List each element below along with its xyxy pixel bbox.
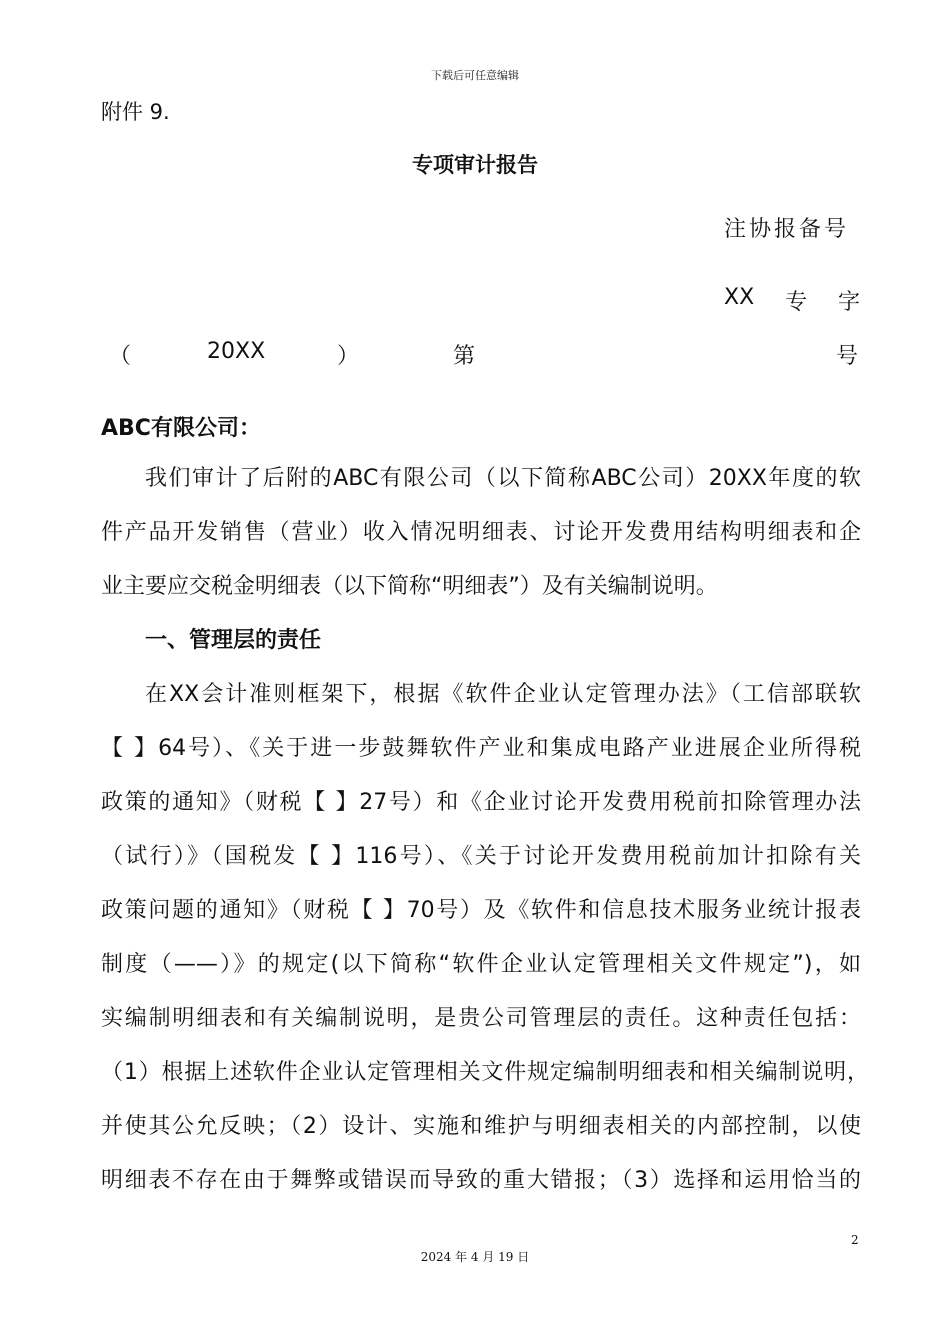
paragraph-line: 我们审计了后附的ABC有限公司（以下简称ABC公司）20XX年度的软 xyxy=(145,466,861,491)
section-heading: 一、管理层的责任 xyxy=(145,628,322,653)
paragraph-line: 明细表不存在由于舞弊或错误而导致的重大错报；（3）选择和运用恰当的 xyxy=(101,1168,861,1193)
doc-number-year: 20XX xyxy=(207,339,266,364)
doc-number-open-paren: （ xyxy=(109,344,132,369)
paragraph-line: （1）根据上述软件企业认定管理相关文件规定编制明细表和相关编制说明， xyxy=(101,1060,869,1085)
doc-number-close-paren: ） xyxy=(337,344,360,369)
doc-number-prefix-2: 专 xyxy=(785,290,808,315)
addressee: ABC有限公司： xyxy=(101,416,261,441)
page-number: 2 xyxy=(851,1233,859,1247)
doc-number-di: 第 xyxy=(453,344,476,369)
paragraph-line: 【 】64号）、《关于进一步鼓舞软件产业和集成电路产业进展企业所得税 xyxy=(101,736,861,761)
page-header: 下载后可任意编辑 xyxy=(431,69,519,82)
paragraph-line: 政策问题的通知》（财税【 】70号）及《软件和信息技术服务业统计报表 xyxy=(101,898,861,923)
paragraph-line: 并使其公允反映；（2）设计、实施和维护与明细表相关的内部控制，以使 xyxy=(101,1114,861,1139)
paragraph-line: 实编制明细表和有关编制说明，是贵公司管理层的责任。这种责任包括： xyxy=(101,1006,861,1031)
paragraph-line: 件产品开发销售（营业）收入情况明细表、讨论开发费用结构明细表和企 xyxy=(101,520,861,545)
paragraph-line: （试行）》（国税发【 】116号）、《关于讨论开发费用税前加计扣除有关 xyxy=(101,844,861,869)
paragraph-line: 业主要应交税金明细表（以下简称“明细表”）及有关编制说明。 xyxy=(101,574,718,599)
paragraph-line: 制度（——）》的规定(以下简称“软件企业认定管理相关文件规定”)，如 xyxy=(101,952,861,977)
registration-number-label: 注协报备号 xyxy=(724,217,850,242)
paragraph-line: 在XX会计准则框架下，根据《软件企业认定管理办法》（工信部联软 xyxy=(145,682,861,707)
attachment-label: 附件 9. xyxy=(101,100,170,124)
document-title: 专项审计报告 xyxy=(412,153,538,177)
document-number-prefix xyxy=(724,285,860,316)
footer-date: 2024 年 4 月 19 日 xyxy=(420,1250,530,1264)
paragraph-line: 政策的通知》（财税【 】27号）和《企业讨论开发费用税前扣除管理办法 xyxy=(101,790,861,815)
doc-number-prefix-1: XX xyxy=(724,285,755,310)
doc-number-hao: 号 xyxy=(836,344,859,369)
doc-number-prefix-3: 字 xyxy=(837,290,860,315)
